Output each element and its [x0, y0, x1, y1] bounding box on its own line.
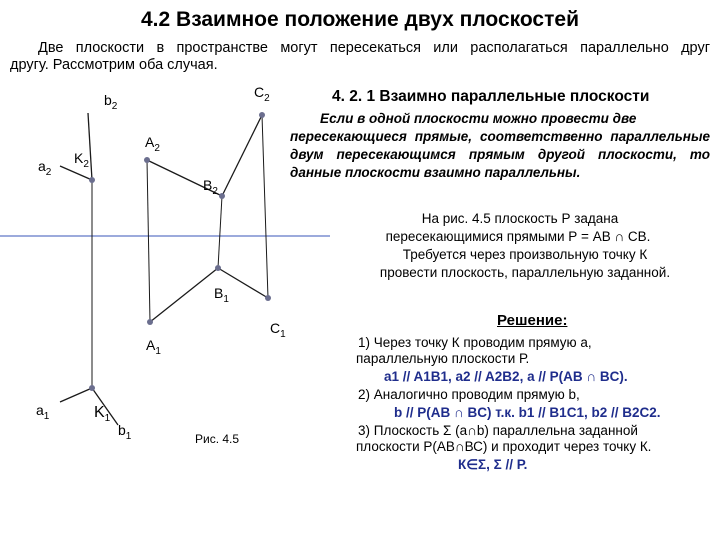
solution-step-1c: a1 // A1B1, a2 // A2B2, a // P(AB ∩ BC).	[384, 369, 628, 384]
section-title: 4. 2. 1 Взаимно параллельные плоскости	[332, 88, 650, 105]
line-b2	[88, 113, 92, 180]
point-K1	[89, 385, 95, 391]
label-C2: $C_2$	[254, 84, 270, 104]
label-b2: $b_2$	[104, 92, 118, 112]
label-K2: $K_2$	[74, 150, 89, 170]
solution-step-2b: b // P(AB ∩ BC) т.к. b1 // B1C1, b2 // B2C2.	[394, 405, 661, 420]
point-B1	[215, 265, 221, 271]
solution-step-3c: К∈Σ, Σ // Р.	[458, 457, 528, 472]
segment-A1B1	[150, 268, 218, 322]
solution-step-3a: 3) Плоскость Σ (а∩b) параллельна заданной	[358, 423, 638, 438]
solution-step-1b: параллельную плоскости Р.	[356, 351, 530, 366]
label-b1: $b_1$	[118, 422, 132, 442]
task-line-2: пересекающимися прямыми Р = АВ ∩ СВ.	[385, 229, 651, 244]
intro-paragraph	[10, 40, 710, 74]
label-B2: $B_2$	[203, 177, 218, 197]
theorem-line-1: Если в одной плоскости можно провести две	[320, 111, 637, 126]
point-A2	[144, 157, 150, 163]
figure-4-5	[0, 80, 330, 460]
figure-caption: Рис. 4.5	[195, 432, 240, 446]
point-K2	[89, 177, 95, 183]
task-line-1: На рис. 4.5 плоскость Р задана	[421, 211, 619, 226]
line-a1	[60, 388, 92, 402]
solution-step-2a: 2) Аналогично проводим прямую b,	[358, 387, 580, 402]
solution-step-3b: плоскости Р(АВ∩ВС) и проходит через точку К.	[356, 439, 652, 454]
link-C	[262, 115, 268, 298]
task-line-3: Требуется через произвольную точку К	[402, 247, 648, 262]
page-title: 4.2 Взаимное положение двух плоскостей	[141, 8, 579, 31]
label-a1: $a_1$	[36, 402, 50, 422]
solution-heading: Решение:	[497, 312, 568, 329]
point-A1	[147, 319, 153, 325]
point-C1	[265, 295, 271, 301]
label-K1: $K_1$	[94, 404, 111, 425]
label-a2: $a_2$	[38, 158, 52, 178]
intro-line-1: Две плоскости в пространстве могут пересекаться или располагаться параллельно друг	[38, 40, 710, 56]
link-A	[147, 160, 150, 322]
theorem-text	[290, 110, 710, 182]
link-B	[218, 196, 222, 268]
label-C1: $C_1$	[270, 320, 286, 340]
task-line-4: провести плоскость, параллельную заданной.	[379, 265, 671, 280]
segment-B2C2	[222, 115, 262, 196]
theorem-rest: пересекающиеся прямые, соответственно параллельные двум пересекающимся прямым другой плоскости, то данные плоскости взаимно параллельны.	[290, 129, 710, 180]
intro-line-2: другу. Рассмотрим оба случая.	[10, 57, 218, 73]
label-A2: $A_2$	[145, 134, 160, 154]
solution-step-1a: 1) Через точку К проводим прямую а,	[358, 335, 592, 350]
label-A1: $A_1$	[146, 337, 161, 357]
point-B2	[219, 193, 225, 199]
label-B1: $B_1$	[214, 285, 229, 305]
point-C2	[259, 112, 265, 118]
